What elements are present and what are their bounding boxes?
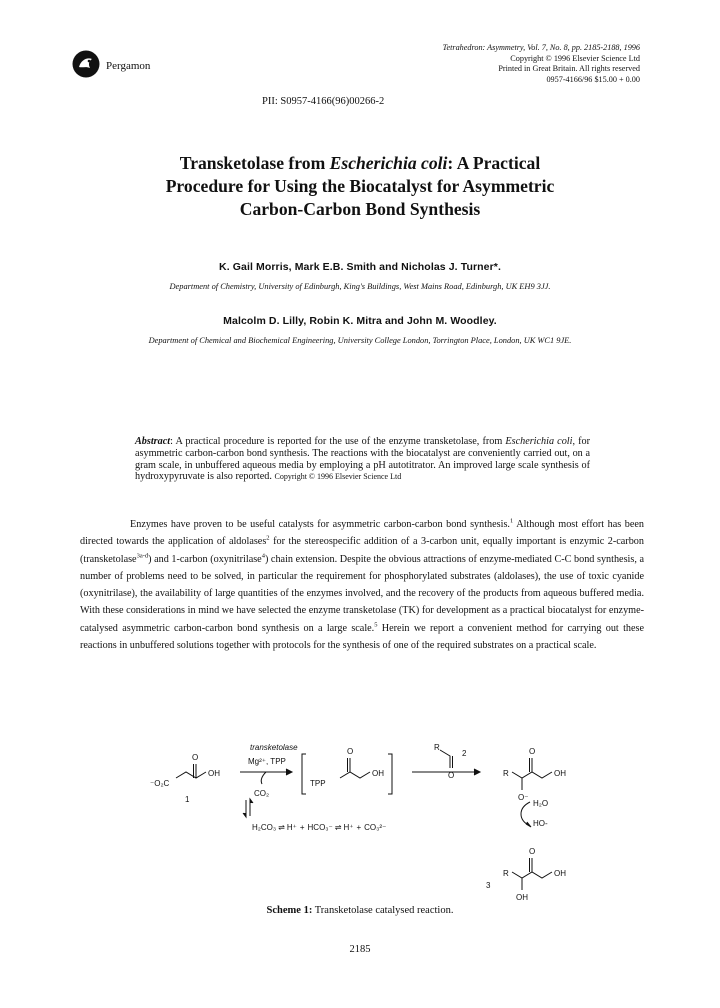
body-text <box>80 516 644 654</box>
scheme-plus2: + <box>356 823 362 832</box>
scheme-o4: O <box>529 847 536 856</box>
ref-4: 4 <box>261 552 265 560</box>
paper-title <box>60 152 660 221</box>
body-s1: Enzymes have proven to be useful catalysts for asymmetric carbon-carbon bond synthesis. <box>130 519 510 530</box>
abstract-text2: , for asymmetric carbon-carbon bond synthesis. The reactions with the biocatalyst are conveniently carried out, on a gram scale, in unbuffered aqueous media by employing a pH autotitrator. An improved large scale synthesis of hydroxypyruvate is also reported. <box>135 436 590 483</box>
scheme-oh4: OH <box>554 869 566 878</box>
scheme-equilibrium: H₂CO₃ ⇌ H⁺ + HCO₃⁻ ⇌ H⁺ + CO₃²⁻ <box>252 823 387 832</box>
abstract-copyright: Copyright © 1996 Elsevier Science Ltd <box>274 472 402 482</box>
ref-2: 2 <box>266 534 270 542</box>
scheme-carboxylate: ⁻O₂C <box>150 779 170 788</box>
scheme-h2o: H₂O <box>533 799 549 808</box>
title-part1: Transketolase from <box>179 153 330 173</box>
body-s3: for the stereospecific addition of a 3-carbon unit, equally important is enzymic 2-carbon (transketolase <box>80 536 644 565</box>
scheme-caption <box>0 905 720 916</box>
scheme-plus1: + <box>299 823 305 832</box>
scheme-o1: O <box>192 753 199 762</box>
title-organism: Escherichia coli <box>329 153 448 173</box>
scheme-hominus: HO- <box>533 819 548 828</box>
affiliation-group1: Department of Chemistry, University of Edinburgh, King's Buildings, West Mains Road, Edinburgh, UK EH9 3JJ. <box>169 282 551 291</box>
scheme-enzyme: transketolase <box>250 743 298 752</box>
body-s4: ) and 1-carbon (oxynitrilase <box>148 553 262 565</box>
scheme-r-product3: R <box>503 869 509 878</box>
copyright-line: Copyright © 1996 Elsevier Science Ltd <box>510 53 640 63</box>
abstract-text1: : A practical procedure is reported for the use of the enzyme transketolase, from <box>170 436 506 447</box>
pii-identifier: PII: S0957-4166(96)00266-2 <box>262 96 385 107</box>
pergamon-logo <box>72 50 100 78</box>
scheme-tpp: TPP <box>310 779 326 788</box>
body-s5: ) chain extension. Despite the obvious attractions of enzyme-mediated C-C bond synthesis, a number of problems need to be solved, in particular the requirement for phosphorylated substrates (aldolases), the use of toxic cyanide (oxynitrilase), the availability of large quantities of the enzymes involved, and the recovery of the products from aqueous buffered media. With these considerations in mind we have selected the enzyme transketolase (TK) for development as a practical biocatalyst for enzyme-catalysed asymmetric carbon-carbon bond synthesis on a large scale. <box>80 553 644 634</box>
caption-text: Transketolase catalysed reaction. <box>312 905 454 916</box>
page-number: 2185 <box>349 944 371 955</box>
scheme-hco3: HCO₃⁻ <box>307 823 333 832</box>
scheme-label-3: 3 <box>486 881 491 890</box>
abstract-label: Abstract <box>135 436 171 447</box>
affiliation-group2: Department of Chemical and Biochemical Engineering, University College London, Torrington Place, London, UK WC1 9JE. <box>148 336 572 345</box>
title-line2: Procedure for Using the Biocatalyst for Asymmetric <box>165 176 555 196</box>
scheme-hplus1: H⁺ <box>286 823 297 832</box>
ref-3: 3a-d <box>136 552 149 560</box>
abstract <box>135 436 590 483</box>
scheme-label-2: 2 <box>462 749 467 758</box>
ref-1: 1 <box>509 517 514 525</box>
body-s2: Although most effort has been directed towards the application of aldolases <box>80 519 644 548</box>
scheme-label-1: 1 <box>185 795 190 804</box>
reaction-scheme <box>150 742 580 902</box>
scheme-ominus: O⁻ <box>518 793 529 802</box>
printed-line: Printed in Great Britain. All rights reserved <box>498 64 640 74</box>
scheme-h2co3: H₂CO₃ <box>252 823 277 832</box>
scheme-oh1: OH <box>208 769 220 778</box>
journal-line: Tetrahedron: Asymmetry, Vol. 7, No. 8, pp. 2185-2188, 1996 <box>442 43 640 52</box>
abstract-organism: Escherichia coli <box>505 436 573 447</box>
caption-label: Scheme 1: <box>266 905 313 916</box>
authors-group2: Malcolm D. Lilly, Robin K. Mitra and John M. Woodley. <box>223 315 497 327</box>
scheme-o2: O <box>347 747 354 756</box>
scheme-oh2: OH <box>372 769 384 778</box>
paragraph <box>80 516 644 654</box>
scheme-oh3: OH <box>554 769 566 778</box>
scheme-cofactors: Mg²⁺, TPP <box>248 757 286 766</box>
scheme-r-aldehyde: R <box>434 743 440 752</box>
scheme-o-aldehyde: O <box>448 771 455 780</box>
authors-group1: K. Gail Morris, Mark E.B. Smith and Nicholas J. Turner*. <box>219 261 501 273</box>
scheme-hplus2: H⁺ <box>343 823 354 832</box>
scheme-co2: CO₂ <box>254 789 270 798</box>
scheme-o3: O <box>529 747 536 756</box>
ref-5: 5 <box>374 621 378 629</box>
scheme-oh5: OH <box>516 893 528 902</box>
scheme-r-product: R <box>503 769 509 778</box>
title-part2: : A Practical <box>447 153 541 173</box>
journal-info <box>443 43 640 85</box>
publisher-name: Pergamon <box>106 60 151 72</box>
title-line3: Carbon-Carbon Bond Synthesis <box>239 199 481 219</box>
price-line: 0957-4166/96 $15.00 + 0.00 <box>546 74 640 84</box>
body-s6: Herein we report a convenient method for carrying out these reactions in unbuffered solutions together with protocols for the synthesis of one of the required substrates on a practical scale. <box>80 622 645 652</box>
scheme-co3: CO₃²⁻ <box>364 823 387 832</box>
